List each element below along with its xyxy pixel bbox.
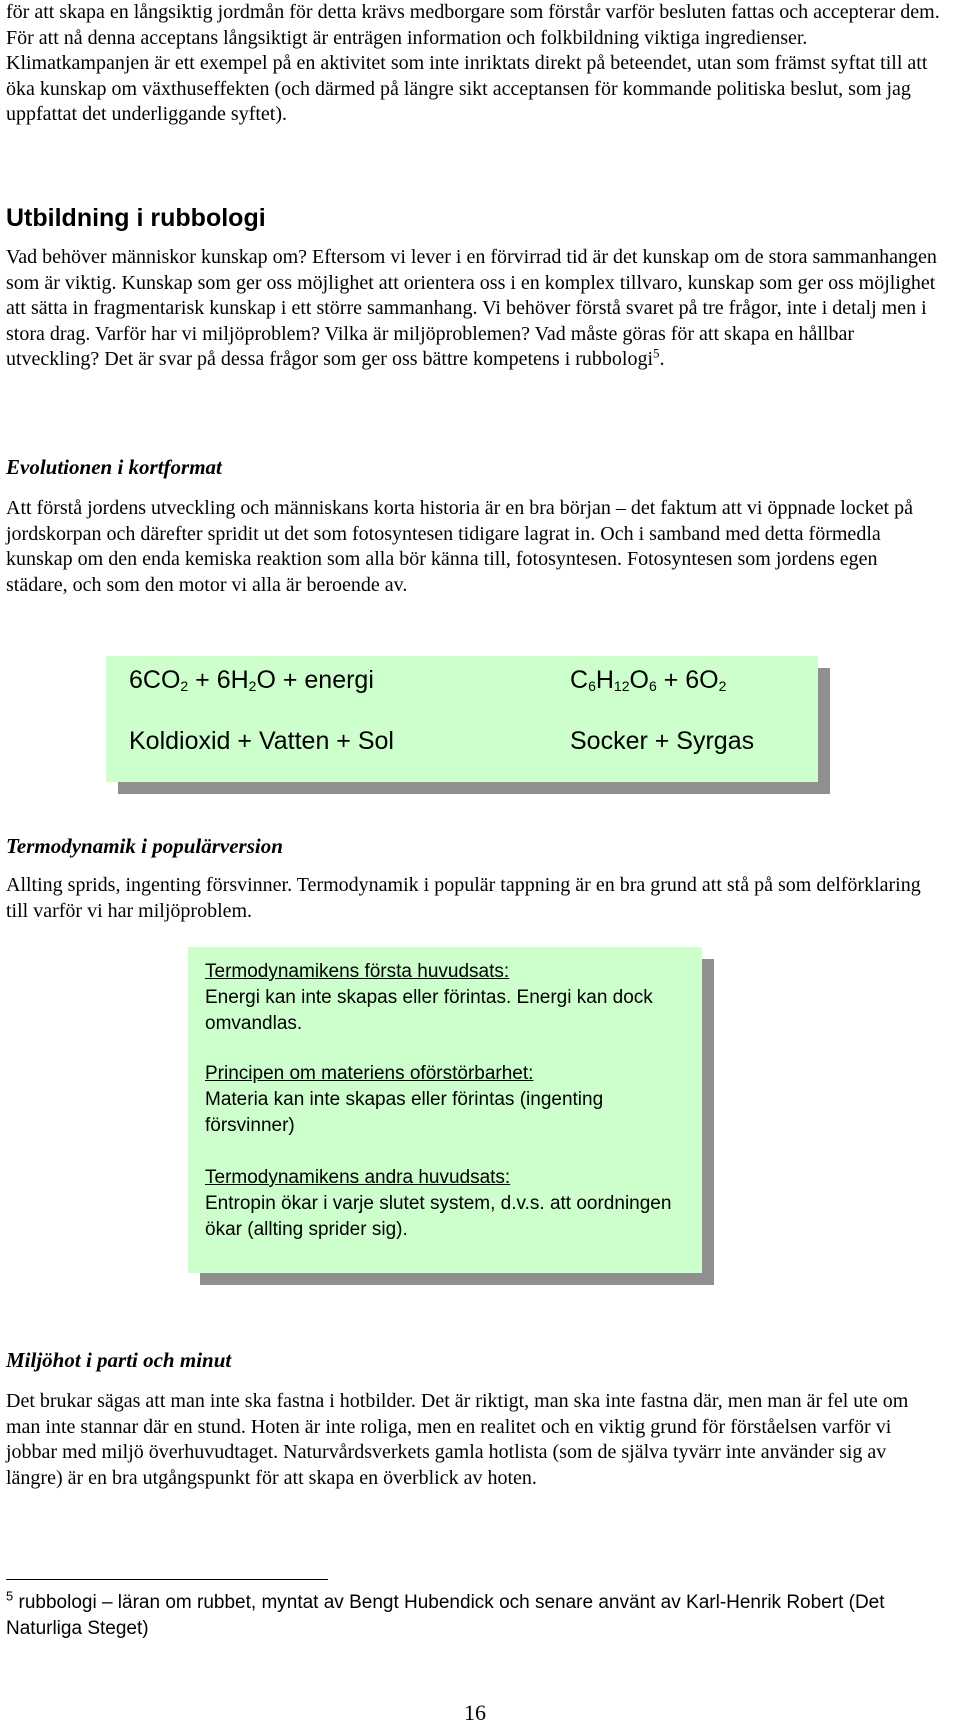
law-matter-title: Principen om materiens oförstörbarhet: [205, 1063, 534, 1084]
paragraph-termodynamik: Allting sprids, ingenting försvinner. Termodynamik i populär tappning är en bra grund att stå på som delförklaring till varför vi har miljöproblem. [6, 874, 921, 922]
page-number: 16 [464, 1700, 486, 1725]
law-first-title: Termodynamikens första huvudsats: [205, 961, 510, 982]
laws-panel [188, 947, 702, 1273]
law-matter [205, 1061, 685, 1139]
footnote-reference[interactable]: 5 [653, 345, 660, 361]
paragraph-evolution: Att förstå jordens utveckling och människans korta historia är en bra början – det faktum att vi öppnade locket på jordskorpan och därefter spridit ut det som fotosyntesen tidigare lagrat in. Och i samband med detta förmedla kunskap om den enda kemiska reaktion som alla bör känna till, fotosyntesen. Fotosyntesen som jordens egen städare, och som den motor vi alla är beroende av. [6, 497, 913, 596]
equation-panel [106, 656, 818, 782]
reactants-words: Koldioxid + Vatten + Sol [129, 727, 394, 755]
products-words: Socker + Syrgas [570, 727, 755, 755]
box-shadow-bottom [200, 1273, 714, 1285]
footnote [6, 1590, 944, 1642]
law-second-text: Entropin ökar i varje slutet system, d.v.s. att oordningen ökar (allting sprider sig). [205, 1193, 672, 1240]
law-second [205, 1165, 685, 1243]
heading-evolution: Evolutionen i kortformat [6, 455, 222, 479]
law-first [205, 959, 685, 1037]
paragraph-rubbologi-text: Vad behöver människor kunskap om? Eftersom vi lever i en förvirrad tid är det kunskap om de stora sammanhangen som är viktig. Kunskap som ger oss möjlighet att orientera oss i en komplex tillvaro, kunskap som ger oss möjlighet att sätta in fragmentarisk kunskap i ett större sammanhang. Vi behöver förstå svaret på tre frågor, inte i detalj men i stora drag. Varför har vi miljöproblem? Vilka är miljöproblemen? Vad måste göras för att skapa en hållbar utveckling? Det är svar på dessa frågor som ger oss bättre kompetens i rubbologi [6, 246, 937, 371]
law-first-text: Energi kan inte skapas eller förintas. Energi kan dock omvandlas. [205, 987, 653, 1034]
law-second-title: Termodynamikens andra huvudsats: [205, 1167, 511, 1188]
thermodynamics-laws-box [188, 947, 702, 1273]
paragraph-miljohot: Det brukar sägas att man inte ska fastna i hotbilder. Det är riktigt, man ska inte fastna där, men man är fel ute om man inte stannar där en stund. Hoten är inte roliga, men en realitet och en viktig grund för förståelsen varför vi jobbar med miljö överhuvudtaget. Naturvårdsverkets gamla hotlista (som de själva tyvärr inte använder sig av längre) är en bra utgångspunkt för att skapa en överblick av hoten. [6, 1390, 909, 1489]
box-shadow-bottom [118, 782, 830, 794]
footnote-text: rubbologi – läran om rubbet, myntat av Bengt Hubendick och senare använt av Karl-Henrik Robert (Det Naturliga Steget) [6, 1592, 885, 1639]
footnote-number: 5 [6, 1588, 14, 1604]
heading-rubbologi: Utbildning i rubbologi [6, 204, 266, 232]
reactants-formula: $6CO_2 + 6H_2O$ + energi [129, 666, 374, 694]
heading-miljohot: Miljöhot i parti och minut [6, 1348, 232, 1372]
box-shadow-right [818, 668, 830, 794]
photosynthesis-equation-box [106, 656, 818, 782]
law-matter-text: Materia kan inte skapas eller förintas (ingenting försvinner) [205, 1089, 604, 1136]
products-formula: $C_6H_{12}O_6 + 6O_2$ [570, 666, 727, 694]
intro-paragraph: för att skapa en långsiktig jordmån för detta krävs medborgare som förstår varför besluten fattas och accepterar dem. För att nå denna acceptans långsiktigt är enträgen information och folkbildning viktiga ingredienser. Klimatkampanjen är ett exempel på en aktivitet som inte inriktats direkt på beteendet, utan som främst syftat till att öka kunskap om växthuseffekten (och därmed på längre sikt acceptansen för kommande politiska beslut, som jag uppfattat det underliggande syftet). [6, 1, 940, 126]
box-shadow-right [702, 959, 714, 1285]
paragraph-rubbologi [6, 245, 944, 373]
heading-termodynamik: Termodynamik i populärversion [6, 834, 283, 858]
footnote-separator [6, 1579, 328, 1580]
paragraph-rubbologi-end: . [659, 348, 665, 371]
